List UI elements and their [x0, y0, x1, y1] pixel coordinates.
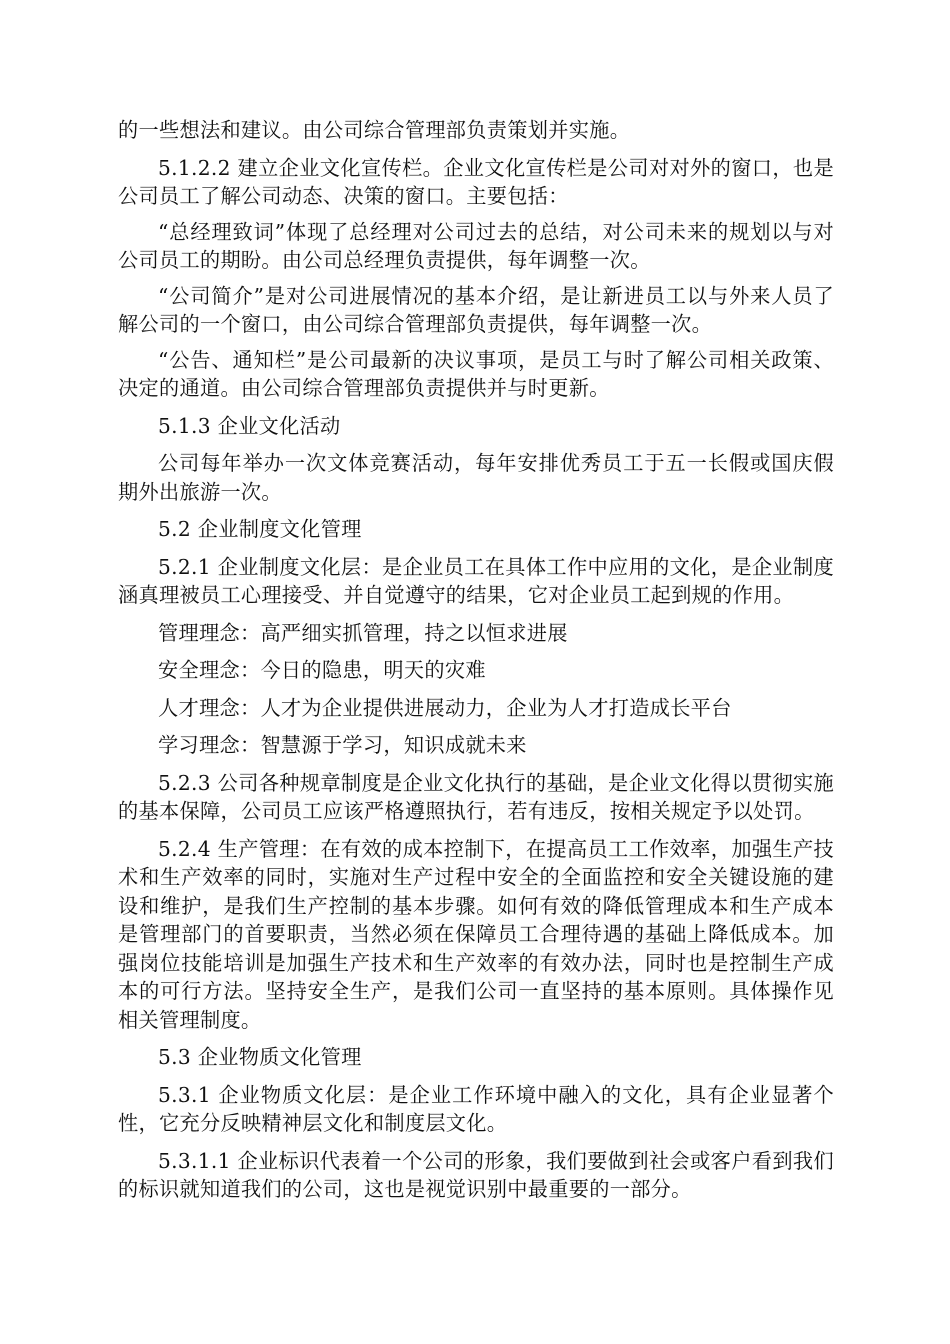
- paragraph-5-2-1: 5.2.1 企业制度文化层：是企业员工在具体工作中应用的文化，是企业制度涵真理被员工心理接受、并自觉遵守的结果，它对企业员工起到规的作用。: [118, 554, 834, 607]
- paragraph-company-profile: “公司简介”是对公司进展情况的基本介绍，是让新进员工以与外来人员了解公司的一个窗口，由公司综合管理部负责提供，每年调整一次。: [118, 283, 834, 336]
- concept-talent: 人才理念：人才为企业提供进展动力，企业为人才打造成长平台: [158, 695, 732, 720]
- paragraph-gm-message: “总经理致词”体现了总经理对公司过去的总结，对公司未来的规划以与对公司员工的期盼。由公司总经理负责提供，每年调整一次。: [118, 219, 834, 272]
- paragraph-5-1-2-2: 5.1.2.2 建立企业文化宣传栏。企业文化宣传栏是公司对对外的窗口，也是公司员工了解公司动态、决策的窗口。主要包括：: [118, 155, 834, 208]
- paragraph-notice-board: “公告、通知栏”是公司最新的决议事项，是员工与时了解公司相关政策、决定的通道。由公司综合管理部负责提供并与时更新。: [118, 347, 834, 400]
- concept-learning: 学习理念：智慧源于学习，知识成就未来: [158, 733, 527, 757]
- heading-5-2: 5.2 企业制度文化管理: [158, 517, 362, 541]
- concept-safety: 安全理念：今日的隐患，明天的灾难: [158, 658, 486, 682]
- heading-5-1-3: 5.1.3 企业文化活动: [158, 413, 341, 438]
- document-body: [118, 116, 834, 1204]
- paragraph-5-2-3: 5.2.3 公司各种规章制度是企业文化执行的基础，是企业文化得以贯彻实施的基本保障，公司员工应该严格遵照执行，若有违反，按相关规定予以处罚。: [118, 770, 834, 823]
- paragraph-activities: 公司每年举办一次文体竞赛活动，每年安排优秀员工于五一长假或国庆假期外出旅游一次。: [118, 451, 834, 504]
- paragraph-5-3-1-1: 5.3.1.1 企业标识代表着一个公司的形象，我们要做到社会或客户看到我们的标识就知道我们的公司，这也是视觉识别中最重要的一部分。: [118, 1148, 834, 1201]
- paragraph-5-3-1: 5.3.1 企业物质文化层：是企业工作环境中融入的文化，具有企业显著个性，它充分反映精神层文化和制度层文化。: [118, 1082, 834, 1135]
- heading-5-3: 5.3 企业物质文化管理: [158, 1045, 362, 1069]
- concept-management: 管理理念：高严细实抓管理，持之以恒求进展: [158, 620, 568, 645]
- paragraph-continuation: 的一些想法和建议。由公司综合管理部负责策划并实施。: [118, 118, 631, 142]
- paragraph-5-2-4: 5.2.4 生产管理：在有效的成本控制下，在提高员工工作效率，加强生产技术和生产效率的同时，实施对生产过程中安全的全面监控和安全关键设施的建设和维护，是我们生产控制的基本步骤。如何有效的降低管理成本和生产成本是管理部门的首要职责，当然必须在保障员工合理待遇的基础上降低成本。加强岗位技能培训是加强生产技术和生产效率的有效办法，同时也是控制生产成本的可行方法。坚持安全生产，是我们公司一直坚持的基本原则。具体操作见相关管理制度。: [118, 836, 834, 1032]
